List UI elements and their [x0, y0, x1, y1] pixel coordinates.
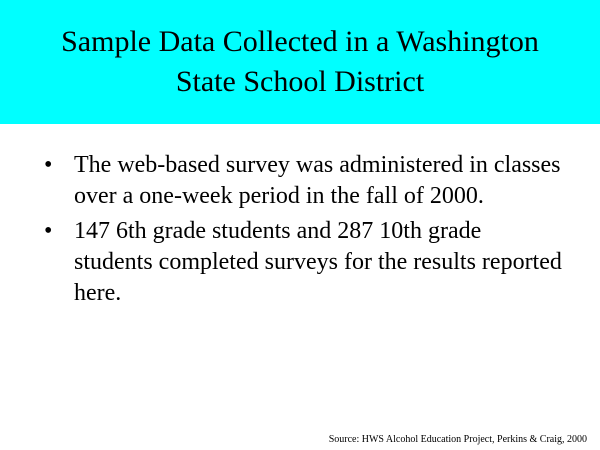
bullet-list: [44, 150, 564, 313]
bullet-item-survey-administration: [44, 150, 564, 212]
source-citation: Source: HWS Alcohol Education Project, Perkins & Craig, 2000: [328, 434, 587, 445]
bullet-icon: •: [44, 218, 53, 244]
bullet-icon: •: [44, 152, 53, 178]
bullet-text: 147 6th grade students and 287 10th grade students completed surveys for the results reported here.: [74, 218, 562, 306]
title-banner: [0, 0, 600, 124]
bullet-text: The web-based survey was administered in classes over a one-week period in the fall of 2000.: [74, 152, 561, 209]
slide-title-line-2: State School District: [175, 65, 425, 98]
slide-title-line-1: Sample Data Collected in a Washington: [61, 25, 539, 58]
bullet-item-student-counts: [44, 216, 564, 309]
